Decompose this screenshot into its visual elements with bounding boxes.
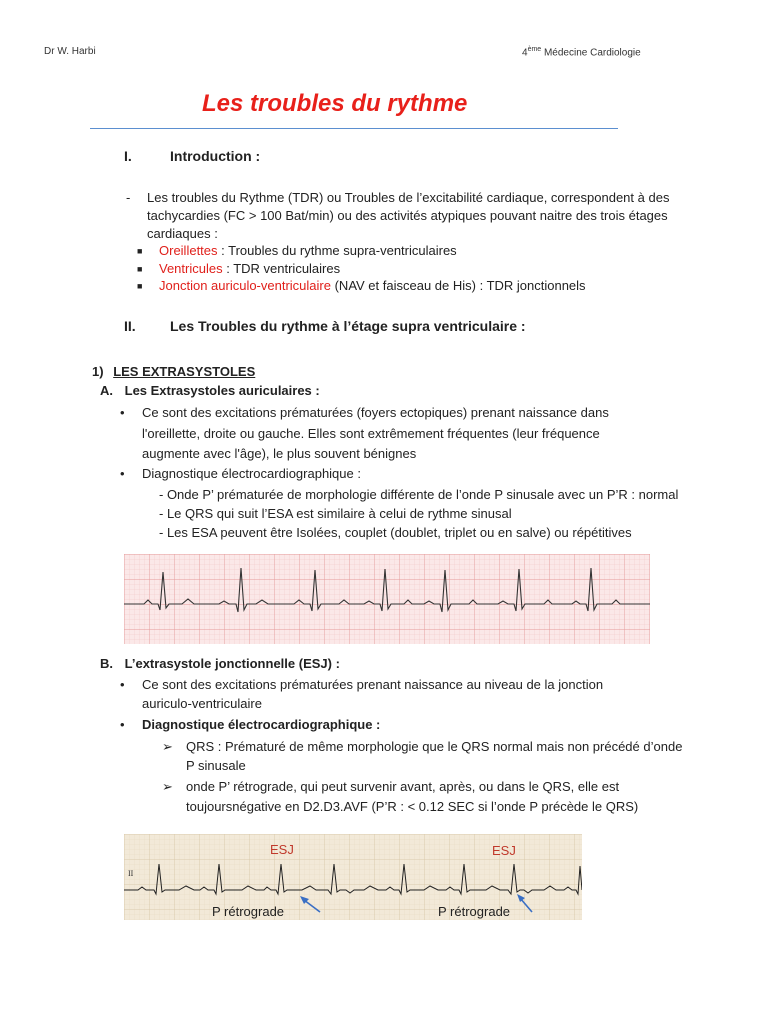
author-label: Dr W. Harbi bbox=[44, 46, 96, 57]
list-item-oreillettes bbox=[159, 243, 457, 258]
section-1-title: Introduction : bbox=[170, 148, 261, 164]
esj-label-2: ESJ bbox=[492, 843, 516, 858]
esj-diag-item-1b: P sinusale bbox=[186, 758, 246, 773]
esj-diag-item-2a: onde P’ rétrograde, qui peut survenir avant, après, ou dans le QRS, elle est bbox=[186, 779, 620, 794]
esa-diag-item-3: - Les ESA peuvent être Isolées, couplet (doublet, triplet ou en salve) ou répétitives bbox=[159, 525, 632, 540]
section-1-heading bbox=[124, 148, 260, 164]
title-divider bbox=[90, 128, 618, 129]
intro-line-1: Les troubles du Rythme (TDR) ou Troubles de l’excitabilité cardiaque, correspondent à des bbox=[147, 190, 670, 205]
intro-line-2: tachycardies (FC > 100 Bat/min) ou des activités atypiques pouvant naitre des trois étages bbox=[147, 208, 668, 223]
bullet-icon: • bbox=[120, 405, 125, 420]
esj-diag-item-1a: QRS : Prématuré de même morphologie que le QRS normal mais non précédé d’onde bbox=[186, 739, 683, 754]
esj-line-2: auriculo-ventriculaire bbox=[142, 696, 262, 711]
subsection-1-heading bbox=[92, 364, 255, 379]
desc-ventricules: : TDR ventriculaires bbox=[222, 261, 341, 276]
list-item-jonction bbox=[159, 278, 586, 293]
ecg-strip-esa bbox=[124, 554, 650, 644]
section-2-title: Les Troubles du rythme à l’étage supra ventriculaire : bbox=[170, 318, 526, 334]
subsection-1-title: LES EXTRASYSTOLES bbox=[113, 364, 256, 379]
term-oreillettes: Oreillettes bbox=[159, 243, 218, 258]
p-retrograde-label-2: P rétrograde bbox=[438, 904, 511, 919]
esa-diag-item-1: - Onde P’ prématurée de morphologie différente de l’onde P sinusale avec un P’R : normal bbox=[159, 487, 679, 502]
subsection-b-title: L’extrasystole jonctionnelle (ESJ) : bbox=[124, 656, 340, 671]
p-retrograde-label-1: P rétrograde bbox=[212, 904, 285, 919]
esa-line-3: augmente avec l'âge), le plus souvent bénignes bbox=[142, 446, 417, 461]
arrow-bullet-icon: ➢ bbox=[162, 739, 173, 754]
subsection-a-heading bbox=[100, 383, 320, 398]
esj-line-1: Ce sont des excitations prématurées prenant naissance au niveau de la jonction bbox=[142, 677, 604, 692]
square-bullet-icon: ■ bbox=[137, 246, 143, 256]
course-sup: ème bbox=[527, 46, 542, 53]
esa-diag-label: Diagnostique électrocardiographique : bbox=[142, 466, 361, 481]
subsection-1-number: 1) bbox=[92, 364, 104, 379]
term-ventricules: Ventricules bbox=[159, 261, 223, 276]
ecg-strip-esj bbox=[124, 834, 582, 920]
desc-jonction: (NAV et faisceau de His) : TDR jonctionnels bbox=[330, 278, 586, 293]
square-bullet-icon: ■ bbox=[137, 264, 143, 274]
section-1-number: I. bbox=[124, 148, 132, 164]
esa-line-2: l'oreillette, droite ou gauche. Elles sont extrêmement fréquentes (leur fréquence bbox=[142, 426, 600, 441]
subsection-b-label: B. bbox=[100, 656, 113, 671]
list-item-ventricules bbox=[159, 261, 340, 276]
page-title: Les troubles du rythme bbox=[202, 90, 468, 117]
arrow-bullet-icon: ➢ bbox=[162, 779, 173, 794]
section-2-number: II. bbox=[124, 318, 136, 334]
esj-label-1: ESJ bbox=[270, 842, 294, 857]
esa-line-1: Ce sont des excitations prématurées (foyers ectopiques) prenant naissance dans bbox=[142, 405, 609, 420]
course-prefix: 4 bbox=[522, 47, 528, 59]
square-bullet-icon: ■ bbox=[137, 281, 143, 291]
course-label bbox=[522, 46, 641, 58]
esj-diag-label: Diagnostique électrocardiographique : bbox=[142, 717, 381, 732]
esa-diag-item-2: - Le QRS qui suit l’ESA est similaire à celui de rythme sinusal bbox=[159, 506, 512, 521]
subsection-a-title: Les Extrasystoles auriculaires : bbox=[124, 383, 320, 398]
section-2-heading bbox=[124, 318, 526, 334]
intro-line-3: cardiaques : bbox=[147, 226, 218, 241]
bullet-icon: • bbox=[120, 677, 125, 692]
term-jonction: Jonction auriculo-ventriculaire bbox=[159, 278, 331, 293]
lead-label: II bbox=[128, 869, 134, 878]
intro-dash: - bbox=[126, 190, 131, 205]
desc-oreillettes: : Troubles du rythme supra-ventriculaires bbox=[217, 243, 457, 258]
subsection-b-heading bbox=[100, 656, 340, 671]
subsection-a-label: A. bbox=[100, 383, 113, 398]
bullet-icon: • bbox=[120, 717, 125, 732]
bullet-icon: • bbox=[120, 466, 125, 481]
esj-diag-item-2b: toujoursnégative en D2.D3.AVF (P’R : < 0.12 SEC si l’onde P précède le QRS) bbox=[186, 799, 639, 814]
course-rest: Médecine Cardiologie bbox=[541, 47, 641, 59]
